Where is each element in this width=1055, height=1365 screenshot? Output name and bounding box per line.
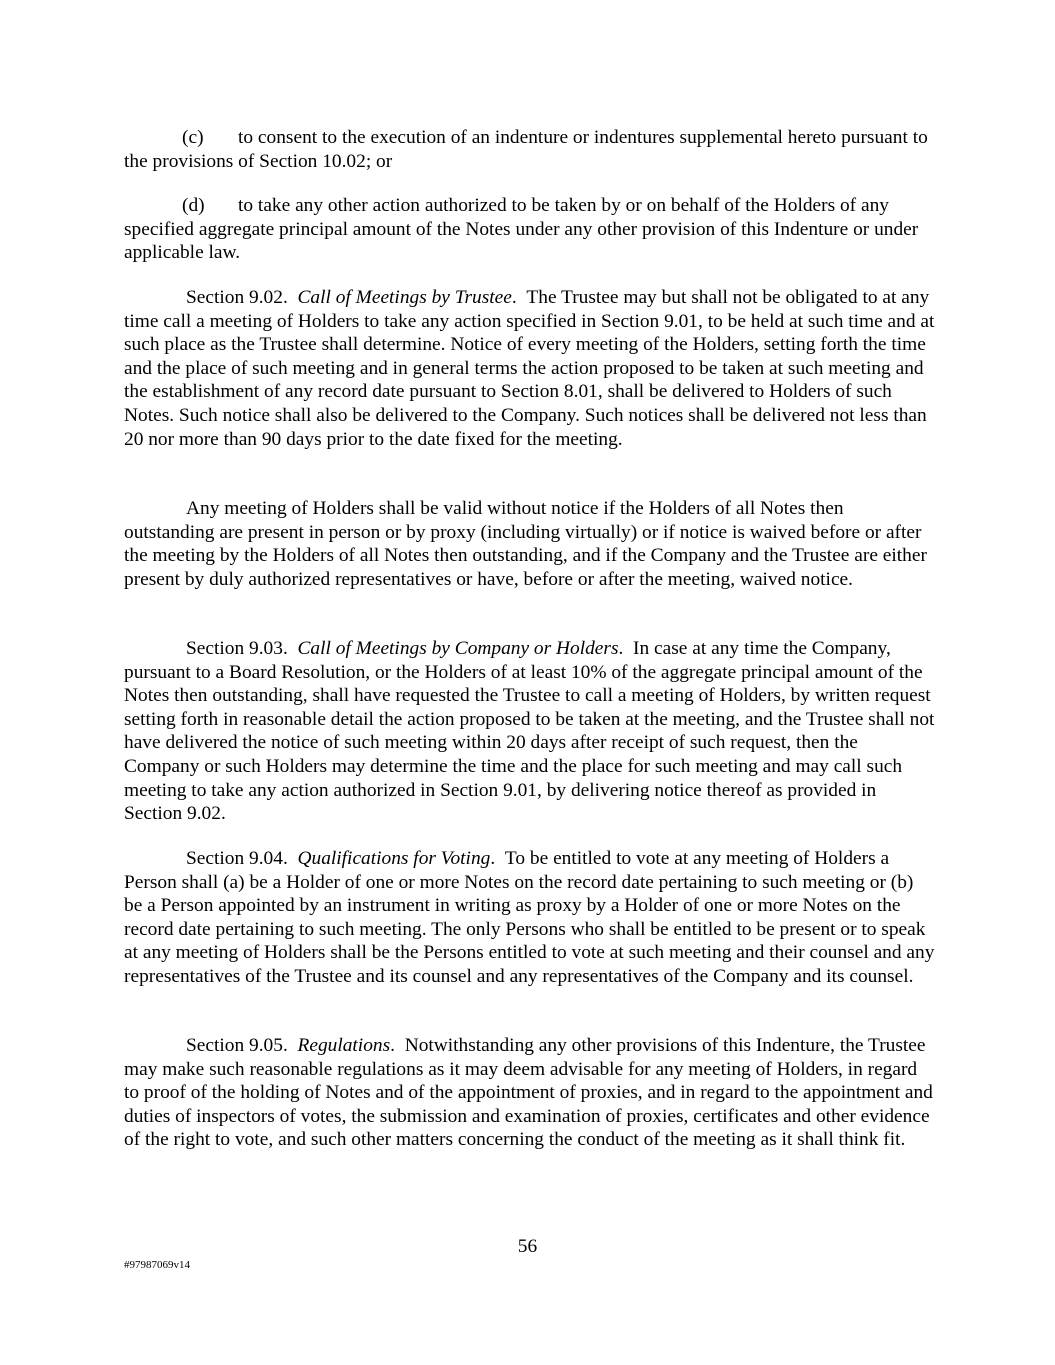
section-9-03-number: Section 9.03.: [186, 638, 288, 659]
section-9-03-text: In case at any time the Company, pursuant to a Board Resolution, or the Holders of at least 10% of the aggregate principal amount of the Notes then outstanding, shall have requested the Trustee to call a meeting of Holders, by written request setting forth in reasonable detail the action proposed to be taken at the meeting, and the Trustee shall not have delivered the notice of such meeting within 20 days after receipt of such request, then the Company or such Holders may determine the time and the place for such meeting and may call such meeting to take any action authorized in Section 9.01, by delivering notice thereof as provided in Section 9.02.: [124, 638, 935, 825]
section-9-04-heading: Qualifications for Voting: [297, 848, 491, 869]
section-9-05-number: Section 9.05.: [186, 1035, 288, 1056]
section-9-04-paragraph: Section 9.04. Qualifications for Voting. To be entitled to vote at any meeting of Holders a Person shall (a) be a Holder of one or more Notes on the record date pertaining to such meeting or (b) be a Person appointed by an instrument in writing as proxy by a Holder of one or more Notes on the record date pertaining to such meeting. The only Persons who shall be entitled to be present or to speak at any meeting of Holders shall be the Persons entitled to vote at such meeting and their counsel and any representatives of the Trustee and its counsel and any representatives of the Company and its counsel.: [124, 848, 935, 987]
section-9-02-text: The Trustee may but shall not be obligated to at any time call a meeting of Holders to take any action specified in Section 9.01, to be held at such time and at such place as the Trustee shall determine. Notice of every meeting of the Holders, setting forth the time and the place of such meeting and in general terms the action proposed to be taken at such meeting and the establishment of any record date pursuant to Section 8.01, shall be delivered to Holders of such Notes. Such notice shall also be delivered to the Company. Such notices shall be delivered not less than 20 nor more than 90 days prior to the date fixed for the meeting.: [124, 287, 935, 450]
waiver-text: Any meeting of Holders shall be valid without notice if the Holders of all Notes then outstanding are present in person or by proxy (including virtually) or if notice is waived before or after the meeting by the Holders of all Notes then outstanding, and if the Company and the Trustee are either present by duly authorized representatives or have, before or after the meeting, waived notice.: [124, 498, 927, 590]
page-number: 56: [517, 1236, 538, 1257]
section-9-03-heading: Call of Meetings by Company or Holders: [297, 638, 619, 659]
item-d-text: to take any other action authorized to be taken by or on behalf of the Holders of any specified aggregate principal amount of the Notes under any other provision of this Indenture or under applicable law.: [124, 195, 919, 264]
section-9-02-paragraph: Section 9.02. Call of Meetings by Trustee. The Trustee may but shall not be obligated to at any time call a meeting of Holders to take any action specified in Section 9.01, to be held at such time and at such place as the Trustee shall determine. Notice of every meeting of the Holders, setting forth the time and the place of such meeting and in general terms the action proposed to be taken at such meeting and the establishment of any record date pursuant to Section 8.01, shall be delivered to Holders of such Notes. Such notice shall also be delivered to the Company. Such notices shall be delivered not less than 20 nor more than 90 days prior to the date fixed for the meeting.: [124, 287, 935, 450]
section-9-02-heading: Call of Meetings by Trustee: [297, 287, 512, 308]
section-9-02-number: Section 9.02.: [186, 287, 288, 308]
section-9-05-paragraph: Section 9.05. Regulations. Notwithstanding any other provisions of this Indenture, the Trustee may make such reasonable regulations as it may deem advisable for any meeting of Holders, in regard to proof of the holding of Notes and of the appointment of proxies, and in regard to the appointment and duties of inspectors of votes, the submission and examination of proxies, certificates and other evidence of the right to vote, and such other matters concerning the conduct of the meeting as it shall think fit.: [124, 1035, 933, 1151]
waiver-paragraph: [124, 497, 936, 591]
document-id: #97987069v14: [124, 1259, 190, 1271]
item-c-text: to consent to the execution of an indenture or indentures supplemental hereto pursuant to the provisions of Section 10.02; or: [124, 127, 928, 172]
item-d-label: (d): [182, 195, 205, 216]
section-9-05-text: Notwithstanding any other provisions of this Indenture, the Trustee may make such reasonable regulations as it may deem advisable for any meeting of Holders, in regard to proof of the holding of Notes and of the appointment of proxies, and in regard to the appointment and duties of inspectors of votes, the submission and examination of proxies, certificates and other evidence of the right to vote, and such other matters concerning the conduct of the meeting as it shall think fit.: [124, 1035, 933, 1151]
section-9-03-paragraph: Section 9.03. Call of Meetings by Company or Holders. In case at any time the Company, pursuant to a Board Resolution, or the Holders of at least 10% of the aggregate principal amount of the Notes then outstanding, shall have requested the Trustee to call a meeting of Holders, by written request setting forth in reasonable detail the action proposed to be taken at the meeting, and the Trustee shall not have delivered the notice of such meeting within 20 days after receipt of such request, then the Company or such Holders may determine the time and the place for such meeting and may call such meeting to take any action authorized in Section 9.01, by delivering notice thereof as provided in Section 9.02.: [124, 638, 935, 825]
item-c-paragraph: [124, 126, 936, 173]
item-c-label: (c): [182, 127, 204, 148]
section-9-04-number: Section 9.04.: [186, 848, 288, 869]
section-9-05-heading: Regulations: [297, 1035, 391, 1056]
item-d-paragraph: [124, 194, 936, 265]
section-9-04-text: To be entitled to vote at any meeting of Holders a Person shall (a) be a Holder of one or more Notes on the record date pertaining to such meeting or (b) be a Person appointed by an instrument in writing as proxy by a Holder of one or more Notes on the record date pertaining to such meeting. The only Persons who shall be entitled to be present or to speak at any meeting of Holders shall be the Persons entitled to vote at such meeting and their counsel and any representatives of the Trustee and its counsel and any representatives of the Company and its counsel.: [124, 848, 935, 987]
